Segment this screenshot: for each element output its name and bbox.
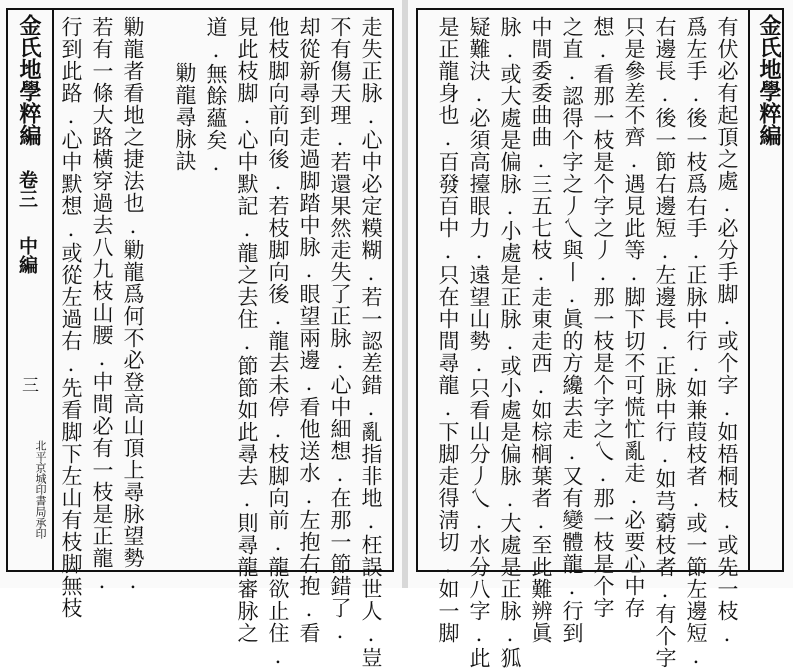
left-text-column-1: 走失正脉.心中必定糢糊.若一認差錯.亂指非地.枉誤世人.豈 [359,16,383,669]
right-text-column-10: 是正龍身也.百發百中.只在中間尋龍.下脚走得淸切.如一脚 [436,16,460,644]
left-text-column-8: 勦龍者看地之捷法也.勦龍爲何不必登高山頂上尋脉望勢. [121,16,145,594]
left-text-column-9: 若有一條大路橫穿過去八九枝山腰.中間必有一枝是正龍. [90,16,114,594]
left-text-column-3: 却從新尋到走過脚踏中脉.眼望兩邊.看他送水.左抱右抱.看 [297,16,321,644]
left-margin-section: 中編 [16,236,38,274]
right-text-column-3: 右邊長.後一節右邊短.左邊長.正脉中行.如芎藭枝者.有个字 [653,16,677,669]
right-margin-title: 金氏地學粹編 [756,14,782,146]
publisher-imprint: 北平京城印書局承印 [34,440,47,539]
left-text-column-5: 見此枝脚.心中默記.龍之去住.節節如此尋去.則尋龍審脉之 [235,16,259,644]
left-text-column-4: 他枝脚向前向後.若枝脚向後.龍去未停.枝脚向前.龍欲止住. [266,16,290,669]
right-text-column-5: 想.看那一枝是个字之丿.那一枝是个字之乀.那一枝是个字 [591,16,615,619]
right-text-column-8: 脉.或大處是偏脉.小處是正脉.或小處是偏脉.大處是正脉.狐 [498,16,522,669]
right-text-column-6: 之直.認得个字之丿乀與丨.眞的方纔去走.又有變體龍.行到 [560,16,584,644]
right-page [408,0,793,669]
left-text-column-6: 道.無餘蘊矣. [204,16,228,176]
left-margin-title: 金氏地學粹編 [16,14,42,146]
right-text-column-2: 爲左手.後一枝爲右手.正脉中行.如兼葭枝者.或一節左邊短. [684,16,708,669]
right-text-column-7: 中間委委曲曲.三五七枝.走東走西.如棕榈葉者.至此難辨眞 [529,16,553,644]
left-text-column-10: 行到此路.心中默想.或從左過右.先看脚下左山有枝脚無枝 [59,16,83,619]
section-heading: 勦龍尋脉訣 [173,62,197,172]
left-margin-page: 三 [18,376,38,393]
left-margin-volume: 卷三 [16,170,38,208]
right-text-column-9: 疑難決.必須高擡眼力.遠望山勢.只看山分丿乀.水分八字.此 [467,16,491,669]
left-margin-rule [52,8,54,570]
right-text-column-4: 只是參差不齊.遇見此等.脚下切不可慌忙亂走.必要心中存 [622,16,646,619]
left-text-column-2: 不有傷天理.若還果然走失了正脉.心中細想.在那一節錯了. [328,16,352,644]
right-margin-rule [748,8,750,570]
right-text-column-1: 有伏必有起頂之處.必分手脚.或个字.如梧桐枝.或先一枝. [715,16,739,647]
